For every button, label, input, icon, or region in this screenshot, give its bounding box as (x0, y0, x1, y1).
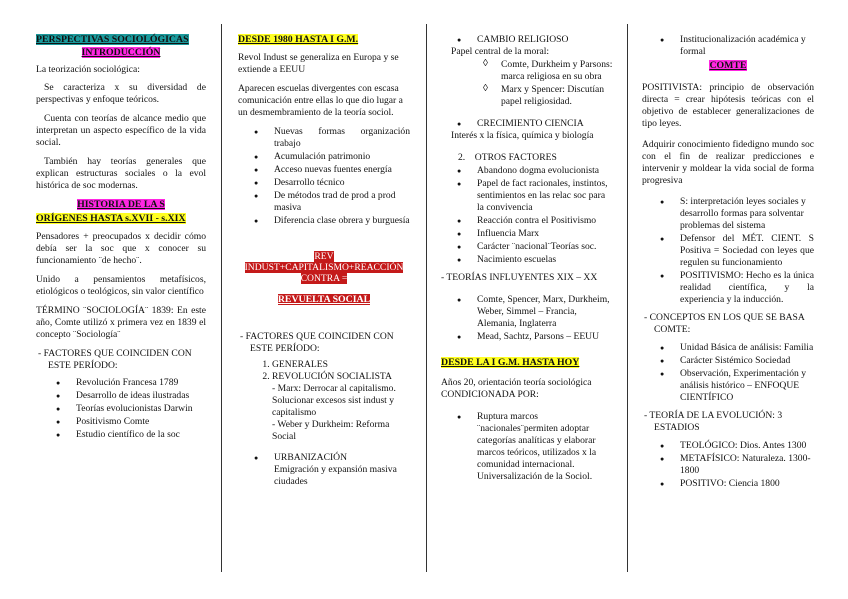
list-item: ● Papel de fact racionales, instintos, sentimientos en las relac soc para la convivencia (477, 178, 613, 214)
heading-perspectivas: PERSPECTIVAS SOCIOLÓGICAS (36, 34, 189, 45)
list-item: ● Nacimiento escuelas (477, 254, 613, 266)
list-item: ● Desarrollo de ideas ilustradas (76, 390, 206, 402)
sub-text: Papel central de la moral: (451, 46, 550, 57)
list-item: ● Acceso nuevas fuentes energía (274, 164, 410, 176)
paragraph: Se caracteriza x su diversidad de perspectivas y enfoque teóricos. (36, 82, 206, 105)
paragraph: - CONCEPTOS EN LOS QUE SE BASA COMTE: (644, 312, 805, 335)
list-item: ◊ Marx y Spencer: Discutían papel religiosidad. (501, 84, 613, 108)
list-item: ● S: interpretación leyes sociales y desarrollo formas para solventar problemas del sistema (680, 196, 814, 232)
urbanizacion-list (238, 452, 410, 488)
list-item: ● CRECIMIENTO CIENCIA Interés x la física, química y biología (477, 118, 613, 142)
list-item: ● Carácter Sistémico Sociedad (680, 355, 814, 367)
list-item: ● Influencia Marx (477, 228, 613, 240)
comte-list (642, 196, 814, 306)
list-item: ● Defensor del MÉT. CIENT. S Positiva = Sociedad con leyes que regulen su funcionamiento (680, 233, 814, 269)
list-item: ● Positivismo Comte (76, 416, 206, 428)
paragraph: TÉRMINO ¨SOCIOLOGÍA¨ 1839: En este año, Comte utilizó x primera vez en 1839 el concepto ¨Sociología¨ (36, 305, 206, 340)
heading-desde-1980: DESDE 1980 HASTA I G.M. (238, 34, 359, 45)
heading-desde-igm: DESDE LA I G.M. HASTA HOY (441, 357, 580, 368)
paragraph: Revol Indust se generaliza en Europa y se extiende a EEUU (238, 52, 399, 75)
paragraph: También hay teorías generales que explican estructuras sociales o la evol histórica de soc modernas. (36, 156, 206, 191)
paragraph: Años 20, orientación teoría sociológica CONDICIONADA POR: (441, 377, 592, 400)
column-separator (627, 24, 628, 572)
list-item: ● POSITIVISMO: Hecho es la única realidad científica, y la experiencia y la inducción. (680, 270, 814, 306)
list-item: ● Reacción contra el Positivismo (477, 215, 613, 227)
sub-text: - Marx: Derrocar al capitalismo. Solucionar excesos sist indust y capitalismo (272, 383, 396, 418)
red-banner-line: INDUST+CAPITALISMO+REACCIÓN (244, 262, 404, 273)
sub-text: Emigración y expansión masiva ciudades (274, 464, 397, 487)
theorists-list (441, 294, 613, 343)
sub-list (477, 59, 613, 108)
list-item: ● Desarrollo técnico (274, 177, 410, 189)
red-banner-line: CONTRA = (300, 273, 348, 284)
paragraph: La teorización sociológica: (36, 64, 140, 75)
list-item: ● De métodos trad de prod a prod masiva (274, 190, 410, 214)
changes-list (238, 126, 410, 227)
list-item: ● Estudio científico de la soc (76, 429, 206, 441)
list-item: 1. GENERALES (272, 359, 410, 371)
list-item: ● TEOLÓGICO: Dios. Antes 1300 (680, 440, 814, 452)
list-item: 2. REVOLUCIÓN SOCIALISTA - Marx: Derrocar al capitalismo. Solucionar excesos sist indust y capitalismo - Weber y Durkheim: Reforma Social (272, 371, 410, 443)
list-item: ◊ Comte, Durkheim y Parsons: marca religiosa en su obra (501, 59, 613, 83)
list-item: ● Nuevas formas organización trabajo (274, 126, 410, 150)
religion-list (441, 34, 613, 142)
paragraph: POSITIVISTA: principio de observación directa = crear hipótesis teóricas con el objetivo de establecer generalizaciones de tipo leyes. (642, 82, 814, 129)
list-item: ● Acumulación patrimonio (274, 151, 410, 163)
column-1 (36, 34, 206, 447)
paragraph: Unido a pensamientos metafísicos, etiológicos o teológicos, sin valor científico (36, 274, 206, 297)
conditions-list (441, 411, 613, 483)
list-item: ● Observación, Experimentación y análisis histórico – ENFOQUE CIENTÍFICO (680, 368, 814, 404)
column-separator (221, 24, 222, 572)
heading-origenes: ORÍGENES HASTA s.XVII - s.XIX (36, 213, 186, 224)
list-item: ● POSITIVO: Ciencia 1800 (680, 478, 814, 490)
list-item: ● Mead, Sachtz, Parsons – EEUU (477, 331, 613, 343)
list-item: ● CAMBIO RELIGIOSO Papel central de la moral: ◊ Comte, Durkheim y Parsons: marca religiosa en su obra ◊ Marx y Spencer: Discutían papel religiosidad. (477, 34, 613, 108)
other-factors-list (441, 165, 613, 266)
list-item: ● Ruptura marcos ¨nacionales¨permiten adoptar categorías analíticas y elaborar marcos teóricos, utilizados x la comunidad internacional. Universalización de la Sociol. (477, 411, 613, 483)
paragraph: Adquirir conocimiento fidedigno mundo soc con el fin de realizar predicciones e intervenir y moldear la vida social de forma progresiva (642, 139, 814, 186)
list-item: ● Teorías evolucionistas Darwin (76, 403, 206, 415)
list-item: ● Institucionalización académica y formal (680, 34, 814, 58)
paragraph: - FACTORES QUE COINCIDEN CON ESTE PERÍODO: (38, 348, 192, 371)
red-banner-revuelta: REVUELTA SOCIAL (277, 294, 371, 305)
list-item: ● Unidad Básica de análisis: Familia (680, 342, 814, 354)
numbered-heading: 2. OTROS FACTORES (458, 152, 557, 163)
paragraph: - FACTORES QUE COINCIDEN CON ESTE PERÍODO: (240, 331, 394, 354)
red-banner-line: REV (314, 251, 334, 262)
stages-list (642, 440, 814, 490)
concepts-list (642, 342, 814, 404)
column-separator (426, 24, 427, 572)
sub-text: - Weber y Durkheim: Reforma Social (272, 419, 390, 442)
list-item: ● METAFÍSICO: Naturaleza. 1300-1800 (680, 453, 814, 477)
numbered-factors (238, 359, 410, 443)
list-item: ● Revolución Francesa 1789 (76, 377, 206, 389)
column-4 (642, 34, 814, 496)
heading-introduccion: INTRODUCCIÓN (81, 47, 161, 58)
column-3 (441, 34, 613, 489)
list-item: ● URBANIZACIÓN Emigración y expansión masiva ciudades (274, 452, 410, 488)
paragraph: Pensadores + preocupados x decidir cómo debía ser la soc que x conocer su funcionamiento ¨de hecho¨. (36, 231, 206, 266)
list-item: ● Diferencia clase obrera y burguesía (274, 215, 410, 227)
list-item: ● Comte, Spencer, Marx, Durkheim, Weber, Simmel – Francia, Alemania, Inglaterra (477, 294, 613, 330)
list-item: ● Abandono dogma evolucionista (477, 165, 613, 177)
paragraph: Cuenta con teorías de alcance medio que interpretan un aspecto específico de la vida social. (36, 113, 206, 148)
list-item: ● Carácter ¨nacional¨Teorías soc. (477, 241, 613, 253)
sub-text: Interés x la física, química y biología (451, 130, 594, 141)
column-2 (238, 34, 410, 494)
heading-historia: HISTORIA DE LA S (77, 199, 165, 210)
paragraph: - TEORÍA DE LA EVOLUCIÓN: 3 ESTADIOS (644, 410, 783, 433)
heading-comte: COMTE (709, 60, 747, 71)
paragraph: Aparecen escuelas divergentes con escasa comunicación entre ellas lo que dio lugar a un desmembramiento de la teoría sociol. (238, 83, 403, 118)
institucional-list (642, 34, 814, 58)
factors-list (36, 377, 206, 441)
paragraph: - TEORÍAS INFLUYENTES XIX – XX (441, 272, 598, 283)
